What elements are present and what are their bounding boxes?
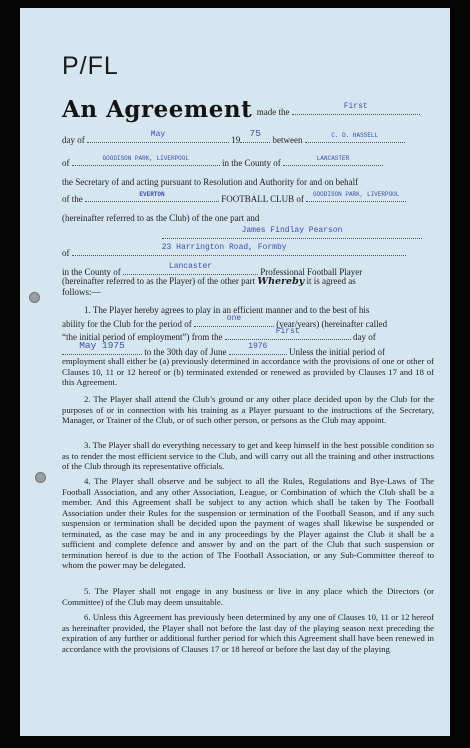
punch-hole (35, 472, 46, 483)
clause-1-line-1: 1. The Player hereby agrees to play in an efficient manner and to the best of his (84, 305, 370, 315)
year-field: 75 (240, 133, 270, 143)
agreement-title: An Agreement (62, 96, 253, 123)
whereby-word: Whereby (257, 276, 305, 287)
secretary-text: the Secretary of and acting pursuant to Resolution and Authority for and on behalf (62, 177, 359, 187)
player-address-line: of 23 Harrington Road, Formby (62, 246, 434, 258)
club-address-field: GOODISON PARK, LIVERPOOL (306, 192, 406, 202)
club-field: EVERTON (85, 192, 219, 202)
day-ordinal-field: First (292, 105, 420, 115)
agreement-page (20, 8, 450, 736)
title-line: An Agreement made the First (62, 96, 434, 123)
player-address-field: 23 Harrington Road, Formby (72, 246, 406, 256)
secretary-name-field: C. D. HASSELL (305, 133, 405, 143)
player-name-field: James Findlay Pearson (162, 229, 422, 239)
secretary-county-field: LANCASTER (283, 156, 383, 166)
clause-4: 4. The Player shall observe and be subject to all the Rules, Regulations and Bye-Laws of The Football Association, and any other Association, League, or Combination of which the Club shall be a member. And this Agreement shall be subject to any action which shall be taken by The Football Association under their Rules for the suspension or termination of the Football Season, and if any such suspension or termination shall be decided upon the payment of wages shall likewise be suspended or terminated, as the case may be and in any proceedings by the Player against the Club it shall be a sufficient and complete defence and answer by and on the part of the Club that such suspension or termination hereof is due to the action of The Football Association, or any Sub-Committee thereof to whom the power may be delegated. (62, 476, 434, 570)
clause-5: 5. The Player shall not engage in any business or live in any place which the Directors (or Committee) of the Club may deem unsuitable. (62, 586, 434, 607)
date-line: day of May 19 75 between C. D. HASSELL (62, 133, 434, 145)
clause-3: 3. The Player shall do everything necessary to get and keep himself in the best possible condition so as to render the most efficient service to the Club, and will carry out all the training and other instructions of the Club through its representative officials. (62, 440, 434, 471)
start-day-field: First (225, 330, 351, 340)
club-line: of the EVERTON FOOTBALL CLUB of GOODISON PARK, LIVERPOOL (62, 192, 434, 204)
follows: follows:— (62, 287, 101, 297)
clause-2: 2. The Player shall attend the Club’s ground or any other place decided upon by the Club for the purposes of or in connection with his training as a Player pursuant to the instructions of the Secretary, Manager, or Trainer of the Club, or of such other person, or persons as the Club may appoint. (62, 394, 434, 425)
club-reference: (hereinafter referred to as the Club) of the one part and (62, 213, 260, 223)
period-field: one (194, 317, 274, 327)
end-year-field: 1976 (229, 345, 287, 355)
clause-1-line-4: May 1975 to the 30th day of June 1976 Unless the initial period of (62, 345, 434, 357)
player-county-line: in the County of Lancaster Professional Football Player (62, 262, 363, 277)
player-name-line (62, 226, 434, 241)
clause-6: 6. Unless this Agreement has previously been determined by any one of Clauses 10, 11 or 12 hereof as hereinafter provided, the Player shall not before the last day of the playing season next preceding the expiration of any further or additional further period for which this Agreement shall have been renewed in accordance with the provisions of Clauses 17 or 18 hereof or before the last day of the playing (62, 612, 434, 654)
player-reference-line: (hereinafter referred to as the Player) of the other part Whereby it is agreed as (62, 276, 356, 287)
clause-1-rest: employment shall either be (a) previously determined in accordance with the provisions of one or other of Clauses 10, 11 or 12 hereof or (b) terminated extended or renewed as provided by Clauses 17 and 18 of this Agreement. (62, 356, 434, 387)
secretary-address-line: of GOODISON PARK, LIVERPOOL in the County of LANCASTER (62, 156, 434, 168)
player-county-field: Lancaster (123, 265, 258, 275)
form-code: P/FL (62, 52, 119, 80)
punch-hole (29, 292, 40, 303)
month-field: May (87, 133, 229, 143)
clause-1-line-2: ability for the Club for the period of one (year/years) (hereinafter called (62, 314, 388, 329)
secretary-address-field: GOODISON PARK, LIVERPOOL (72, 156, 220, 166)
start-month-field: May 1975 (62, 345, 142, 355)
clause-1-line-3: “the initial period of employment”) from the First day of (62, 327, 376, 342)
